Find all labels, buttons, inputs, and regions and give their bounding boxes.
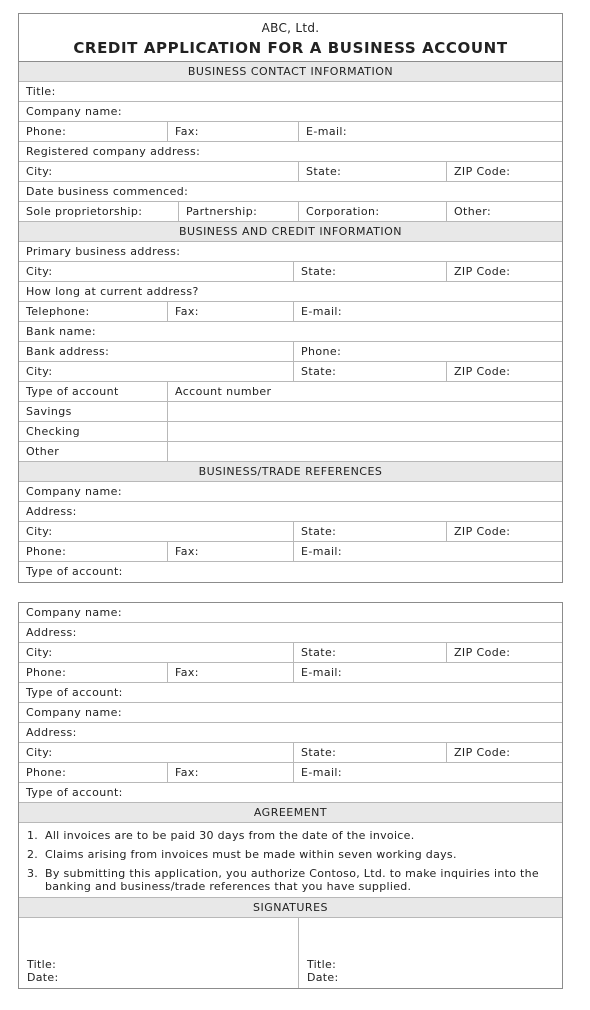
city-label: City: bbox=[26, 646, 53, 659]
zip-label: ZIP Code: bbox=[446, 743, 564, 762]
phone-label: Phone: bbox=[26, 545, 67, 558]
account-table-header bbox=[19, 382, 562, 402]
agreement-item-number: 1. bbox=[27, 829, 39, 842]
signature-area bbox=[19, 918, 562, 988]
type-of-account-label: Type of account: bbox=[26, 686, 123, 699]
other-label: Other: bbox=[446, 202, 564, 221]
field-row-title[interactable] bbox=[19, 82, 562, 102]
email-label: E-mail: bbox=[293, 302, 564, 321]
type-of-account-label: Type of account: bbox=[26, 786, 123, 799]
zip-label: ZIP Code: bbox=[446, 643, 564, 662]
agreement-item bbox=[27, 829, 552, 842]
signature-title-label: Title: bbox=[27, 958, 57, 971]
agreement-item-number: 3. bbox=[27, 867, 39, 880]
signature-date-label: Date: bbox=[27, 971, 59, 984]
field-row-ref2-address[interactable] bbox=[19, 623, 562, 643]
other-account-label: Other bbox=[26, 445, 60, 458]
fax-label: Fax: bbox=[167, 122, 298, 141]
state-label: State: bbox=[293, 362, 446, 381]
corporation-label: Corporation: bbox=[298, 202, 446, 221]
field-row-primary-address[interactable] bbox=[19, 242, 562, 262]
section-business-credit: BUSINESS AND CREDIT INFORMATION bbox=[19, 222, 562, 242]
state-label: State: bbox=[293, 643, 446, 662]
field-row-registered-address[interactable] bbox=[19, 142, 562, 162]
section-business-contact: BUSINESS CONTACT INFORMATION bbox=[19, 62, 562, 82]
email-label: E-mail: bbox=[293, 763, 564, 782]
field-row-ref3-company[interactable] bbox=[19, 703, 562, 723]
fax-label: Fax: bbox=[167, 542, 293, 561]
company-name-heading: ABC, Ltd. bbox=[261, 21, 320, 35]
account-row-checking[interactable] bbox=[19, 422, 562, 442]
field-row-date-commenced[interactable] bbox=[19, 182, 562, 202]
company-name-label: Company name: bbox=[26, 606, 122, 619]
field-row-ref-company[interactable] bbox=[19, 482, 562, 502]
checking-account-number-field[interactable] bbox=[167, 422, 564, 441]
savings-account-number-field[interactable] bbox=[167, 402, 564, 421]
fax-label: Fax: bbox=[167, 763, 293, 782]
bank-phone-label: Phone: bbox=[293, 342, 564, 361]
fax-label: Fax: bbox=[167, 663, 293, 682]
field-row-ref3-phone[interactable] bbox=[19, 763, 562, 783]
field-row-how-long[interactable] bbox=[19, 282, 562, 302]
email-label: E-mail: bbox=[293, 663, 564, 682]
type-of-account-label: Type of account: bbox=[26, 565, 123, 578]
city-label: City: bbox=[26, 265, 53, 278]
address-label: Address: bbox=[26, 726, 77, 739]
credit-application-page-2 bbox=[18, 602, 563, 989]
phone-label: Phone: bbox=[26, 666, 67, 679]
signature-fields-right bbox=[307, 958, 339, 984]
savings-label: Savings bbox=[26, 405, 72, 418]
primary-address-label: Primary business address: bbox=[26, 245, 181, 258]
city-label: City: bbox=[26, 746, 53, 759]
signature-fields-left bbox=[27, 958, 59, 984]
field-row-credit-city[interactable] bbox=[19, 262, 562, 282]
field-row-ref-address[interactable] bbox=[19, 502, 562, 522]
credit-application-page-1 bbox=[18, 13, 563, 583]
state-label: State: bbox=[298, 162, 446, 181]
agreement-item-text: All invoices are to be paid 30 days from the date of the invoice. bbox=[45, 829, 415, 842]
company-name-label: Company name: bbox=[26, 105, 122, 118]
how-long-label: How long at current address? bbox=[26, 285, 199, 298]
account-row-other[interactable] bbox=[19, 442, 562, 462]
agreement-item bbox=[27, 848, 552, 861]
title-label: Title: bbox=[26, 85, 56, 98]
zip-label: ZIP Code: bbox=[446, 262, 564, 281]
signature-title-label: Title: bbox=[307, 958, 337, 971]
field-row-ref-type[interactable] bbox=[19, 562, 562, 582]
zip-label: ZIP Code: bbox=[446, 162, 564, 181]
field-row-ref3-city[interactable] bbox=[19, 743, 562, 763]
field-row-ref2-city[interactable] bbox=[19, 643, 562, 663]
agreement-item-number: 2. bbox=[27, 848, 39, 861]
field-row-company-name[interactable] bbox=[19, 102, 562, 122]
city-label: City: bbox=[26, 165, 53, 178]
zip-label: ZIP Code: bbox=[446, 362, 564, 381]
bank-name-label: Bank name: bbox=[26, 325, 97, 338]
signature-box-left[interactable] bbox=[19, 918, 298, 988]
phone-label: Phone: bbox=[26, 125, 67, 138]
partnership-label: Partnership: bbox=[178, 202, 298, 221]
form-header bbox=[19, 14, 562, 62]
date-commenced-label: Date business commenced: bbox=[26, 185, 189, 198]
field-row-city[interactable] bbox=[19, 162, 562, 182]
field-row-phone[interactable] bbox=[19, 122, 562, 142]
company-name-label: Company name: bbox=[26, 485, 122, 498]
section-agreement: AGREEMENT bbox=[19, 803, 562, 823]
registered-address-label: Registered company address: bbox=[26, 145, 201, 158]
form-title: CREDIT APPLICATION FOR A BUSINESS ACCOUNT bbox=[73, 39, 508, 57]
field-row-ref2-company[interactable] bbox=[19, 603, 562, 623]
phone-label: Phone: bbox=[26, 766, 67, 779]
field-row-bank-name[interactable] bbox=[19, 322, 562, 342]
section-trade-references: BUSINESS/TRADE REFERENCES bbox=[19, 462, 562, 482]
city-label: City: bbox=[26, 525, 53, 538]
bank-address-label: Bank address: bbox=[26, 345, 110, 358]
field-row-ref2-phone[interactable] bbox=[19, 663, 562, 683]
sole-proprietorship-label: Sole proprietorship: bbox=[26, 205, 143, 218]
signature-box-right[interactable] bbox=[298, 918, 564, 988]
zip-label: ZIP Code: bbox=[446, 522, 564, 541]
signature-date-label: Date: bbox=[307, 971, 339, 984]
field-row-bank-address[interactable] bbox=[19, 342, 562, 362]
agreement-item-text: By submitting this application, you authorize Contoso, Ltd. to make inquiries into the banking and business/trade references that you have supplied. bbox=[45, 867, 539, 893]
state-label: State: bbox=[293, 743, 446, 762]
field-row-telephone[interactable] bbox=[19, 302, 562, 322]
field-row-ref3-address[interactable] bbox=[19, 723, 562, 743]
agreement-list bbox=[19, 823, 562, 898]
city-label: City: bbox=[26, 365, 53, 378]
telephone-label: Telephone: bbox=[26, 305, 90, 318]
type-of-account-header: Type of account bbox=[26, 385, 119, 398]
company-name-label: Company name: bbox=[26, 706, 122, 719]
field-row-ref3-type[interactable] bbox=[19, 783, 562, 803]
agreement-item-text: Claims arising from invoices must be made within seven working days. bbox=[45, 848, 457, 861]
field-row-ref-phone[interactable] bbox=[19, 542, 562, 562]
fax-label: Fax: bbox=[167, 302, 293, 321]
field-row-ref-city[interactable] bbox=[19, 522, 562, 542]
email-label: E-mail: bbox=[298, 122, 564, 141]
email-label: E-mail: bbox=[293, 542, 564, 561]
state-label: State: bbox=[293, 522, 446, 541]
field-row-ref2-type[interactable] bbox=[19, 683, 562, 703]
agreement-item bbox=[27, 867, 552, 893]
other-account-number-field[interactable] bbox=[167, 442, 564, 461]
account-number-header: Account number bbox=[167, 382, 564, 401]
checking-label: Checking bbox=[26, 425, 81, 438]
account-row-savings[interactable] bbox=[19, 402, 562, 422]
state-label: State: bbox=[293, 262, 446, 281]
field-row-bank-city[interactable] bbox=[19, 362, 562, 382]
field-row-business-type[interactable] bbox=[19, 202, 562, 222]
address-label: Address: bbox=[26, 505, 77, 518]
address-label: Address: bbox=[26, 626, 77, 639]
section-signatures: SIGNATURES bbox=[19, 898, 562, 918]
